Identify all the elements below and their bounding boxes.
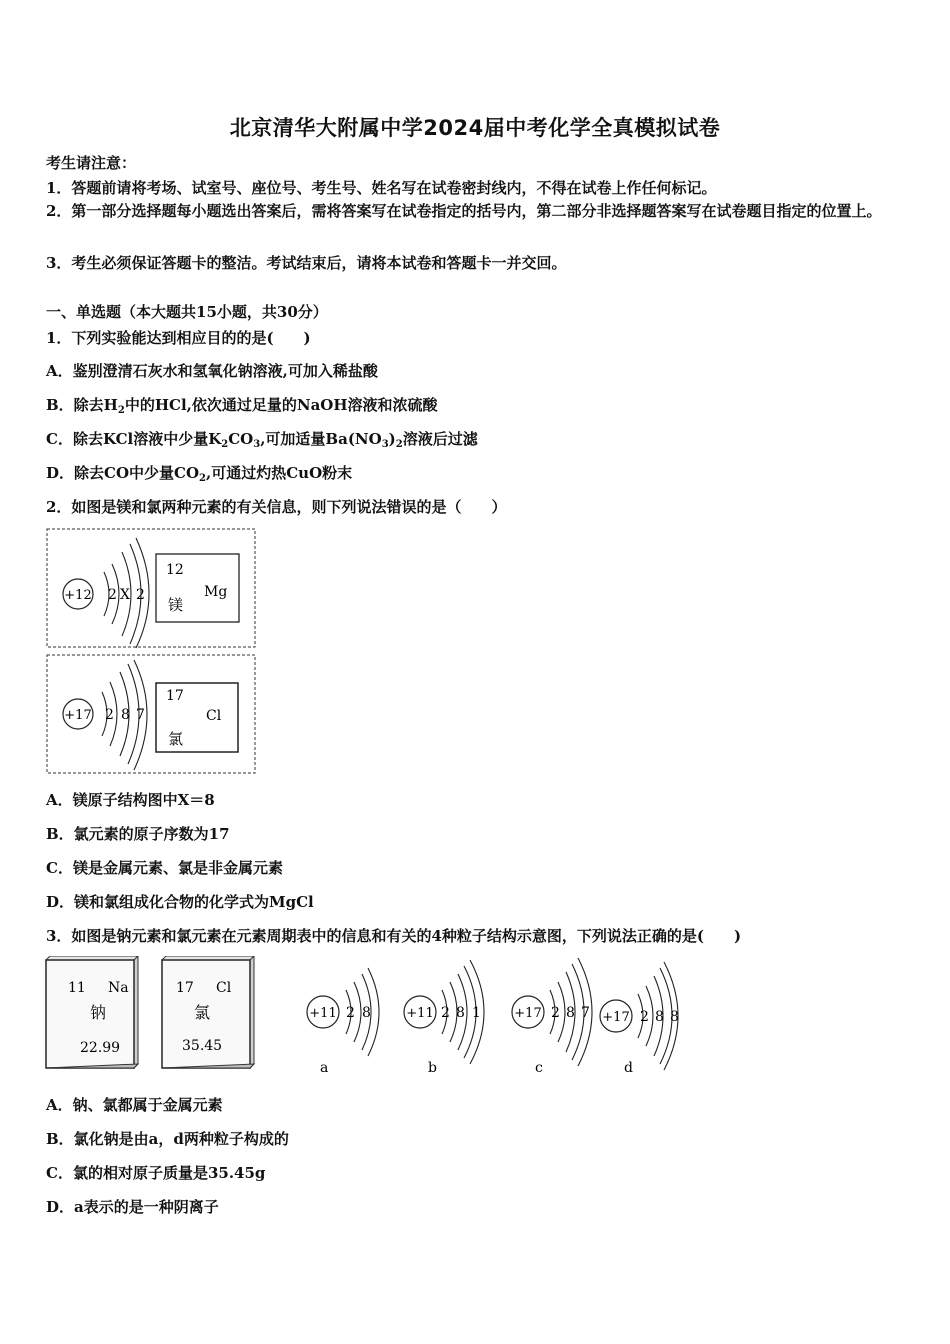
particle-a-shell-2: 8	[362, 1005, 371, 1021]
particle-b-label: b	[428, 1060, 437, 1076]
mg-shell-3: 2	[136, 587, 145, 603]
notice-item-1: 1．答题前请将考场、试室号、座位号、考生号、姓名写在试卷密封线内，不得在试卷上作任何标记。	[46, 179, 717, 197]
q2-option-d: D．镁和氯组成化合物的化学式为MgCl	[46, 893, 314, 911]
q3-option-d: D．a表示的是一种阴离子	[46, 1198, 219, 1216]
particle-a-charge: +11	[309, 1006, 337, 1021]
q2-option-a: A．镁原子结构图中X＝8	[46, 791, 215, 809]
q3-figure	[44, 956, 694, 1080]
particle-c-shell-1: 2	[551, 1005, 560, 1021]
q1-option-a: A．鉴别澄清石灰水和氢氧化钠溶液,可加入稀盐酸	[46, 362, 378, 380]
mg-shell-1: 2	[108, 587, 117, 603]
cl-card-symbol: Cl	[216, 980, 232, 996]
q2-cl-figure	[46, 654, 258, 776]
particle-c-charge: +17	[514, 1006, 542, 1021]
na-symbol: Na	[108, 980, 129, 996]
particle-c-shell-3: 7	[581, 1005, 590, 1021]
q3-stem: 3．如图是钠元素和氯元素在元素周期表中的信息和有关的4种粒子结构示意图，下列说法正确的是( )	[46, 927, 742, 945]
particle-b-charge: +11	[406, 1006, 434, 1021]
particle-c-shell-2: 8	[566, 1005, 575, 1021]
cl-shell-1: 2	[105, 707, 114, 723]
particle-b-shell-3: 1	[472, 1005, 481, 1021]
electron-arc	[354, 982, 361, 1042]
mg-name: 镁	[168, 596, 184, 614]
notice-heading: 考生请注意：	[46, 154, 137, 172]
cl-name: 氯	[168, 730, 184, 748]
q3-option-b: B．氯化钠是由a，d两种粒子构成的	[46, 1130, 289, 1148]
mg-atomic-number: 12	[166, 562, 184, 578]
mg-shell-2: X	[120, 587, 130, 603]
particle-c-label: c	[535, 1060, 543, 1076]
page-title: 北京清华大附属中学2024届中考化学全真模拟试卷	[229, 116, 721, 140]
notice-item-3: 3．考生必须保证答题卡的整洁。考试结束后，请将本试卷和答题卡一并交回。	[46, 254, 567, 272]
q2-option-b: B．氯元素的原子序数为17	[46, 825, 230, 843]
notice-item-2: 2．第一部分选择题每小题选出答案后，需将答案写在试卷指定的括号内，第二部分非选择题答案写在试卷题目指定的位置上。	[46, 202, 882, 220]
particle-b-shell-1: 2	[441, 1005, 450, 1021]
cl-symbol: Cl	[206, 708, 222, 724]
cl-shell-3: 7	[136, 707, 145, 723]
mg-symbol: Mg	[204, 584, 228, 600]
cl-shell-2: 8	[121, 707, 130, 723]
particle-d-shell-1: 2	[640, 1009, 649, 1025]
particle-d-shell-3: 8	[670, 1009, 679, 1025]
section-heading: 一、单选题（本大题共15小题，共30分）	[46, 303, 328, 321]
particle-a-shell-1: 2	[346, 1005, 355, 1021]
cl-card-atomic-mass: 35.45	[182, 1038, 223, 1054]
particle-d-label: d	[624, 1060, 633, 1076]
q2-option-c: C．镁是金属元素、氯是非金属元素	[46, 859, 283, 877]
na-atomic-number: 11	[68, 980, 86, 996]
particle-d-shell-2: 8	[655, 1009, 664, 1025]
na-name: 钠	[90, 1003, 107, 1022]
cl-nucleus-charge: +17	[64, 708, 92, 723]
particle-a-label: a	[320, 1060, 329, 1076]
na-atomic-mass: 22.99	[80, 1040, 121, 1056]
particle-b-shell-2: 8	[456, 1005, 465, 1021]
mg-nucleus-charge: +12	[64, 588, 92, 603]
q1-option-d: D．除去CO中少量$CO_2$,可通过灼热CuO粉末	[46, 464, 353, 484]
q3-option-c: C．氯的相对原子质量是35.45g	[46, 1164, 266, 1182]
cl-card-name: 氯	[194, 1003, 211, 1022]
q1-stem: 1．下列实验能达到相应目的的是( )	[46, 329, 311, 347]
q1-option-b: B．除去$H_2$中的HCl,依次通过足量的NaOH溶液和浓硫酸	[46, 396, 438, 416]
particle-d-charge: +17	[602, 1010, 630, 1025]
cl-card-atomic-number: 17	[176, 980, 194, 996]
q2-stem: 2．如图是镁和氯两种元素的有关信息，则下列说法错误的是（ ）	[46, 498, 507, 516]
q3-option-a: A．钠、氯都属于金属元素	[46, 1096, 223, 1114]
q1-option-c: C．除去KCl溶液中少量$K_2CO_3$,可加适量$Ba(NO_3)_2$溶液后过滤	[46, 430, 478, 450]
cl-atomic-number: 17	[166, 688, 184, 704]
q2-mg-figure	[46, 528, 258, 650]
